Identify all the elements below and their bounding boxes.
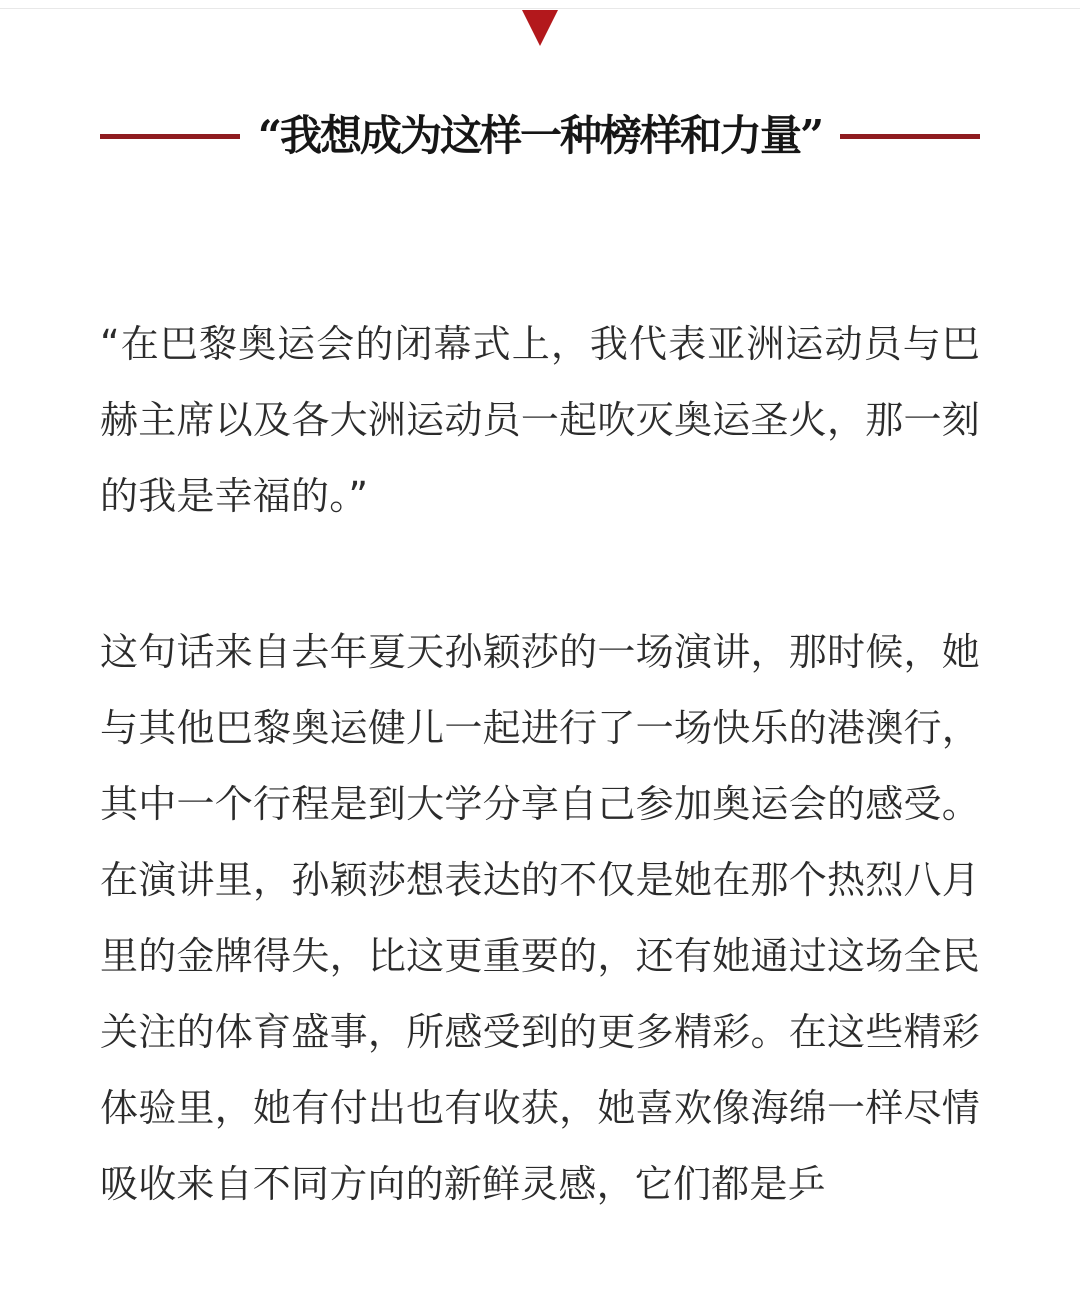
body-paragraph: 这句话来自去年夏天孙颖莎的一场演讲，那时候，她与其他巴黎奥运健儿一起进行了一场快乐的港澳行，其中一个行程是到大学分享自己参加奥运会的感受。在演讲里，孙颖莎想表达的不仅是她在那个热烈八月里的金牌得失，比这更重要的，还有她通过这场全民关注的体育盛事，所感受到的更多精彩。在这些精彩体验里，她有付出也有收获，她喜欢像海绵一样尽情吸收来自不同方向的新鲜灵感，它们都是乒 (100, 630, 980, 1206)
down-triangle-icon (522, 10, 558, 46)
heading-left-rule (100, 134, 240, 139)
section-heading (100, 106, 980, 166)
quote-paragraph: “在巴黎奥运会的闭幕式上，我代表亚洲运动员与巴赫主席以及各大洲运动员一起吹灭奥运圣火，那一刻的我是幸福的。” (100, 322, 980, 518)
section-title: “我想成为这样一种榜样和力量” (257, 111, 823, 160)
heading-right-rule (840, 134, 980, 139)
top-divider (0, 8, 1080, 9)
